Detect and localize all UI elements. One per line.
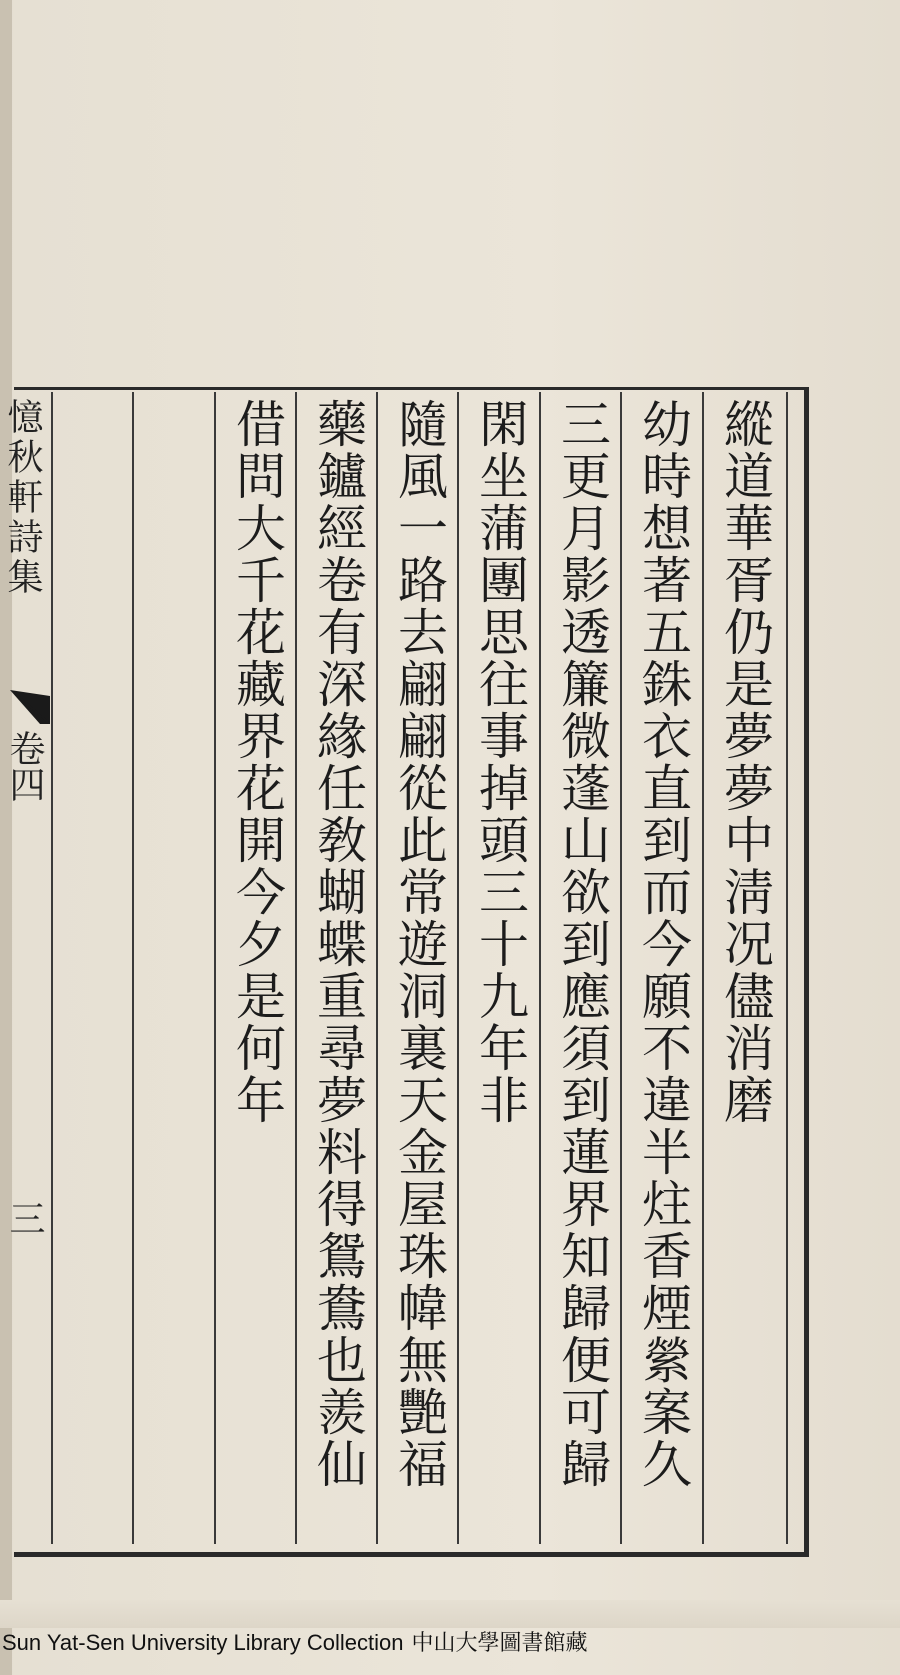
column-divider (457, 392, 459, 1544)
column-divider (620, 392, 622, 1544)
column-divider (539, 392, 541, 1544)
text-column-1: 縱道華胥仍是夢夢中淸况儘消磨 (716, 398, 774, 1126)
footer-english: Sun Yat-Sen University Library Collection (2, 1630, 404, 1655)
column-divider (702, 392, 704, 1544)
column-divider (376, 392, 378, 1544)
book-spine (0, 0, 12, 1675)
margin-book-title: 憶秋軒詩集 (2, 398, 43, 598)
margin-volume: 卷四 (4, 730, 45, 802)
text-column-3: 三更月影透簾微蓬山欲到應須到蓮界知歸便可歸 (553, 398, 611, 1490)
text-column-4: 閑坐蒲團思往事掉頭三十九年非 (471, 398, 529, 1126)
fish-tail-mark (10, 690, 50, 724)
column-divider (214, 392, 216, 1544)
text-column-7: 借問大千花藏界花開今夕是何年 (228, 398, 286, 1126)
text-column-2: 幼時想著五銖衣直到而今願不違半炷香煙縈案久 (634, 398, 692, 1490)
collection-footer (0, 1628, 900, 1675)
column-divider (132, 392, 134, 1544)
column-divider (295, 392, 297, 1544)
footer-chinese: 中山大學圖書館藏 (411, 1631, 588, 1656)
page-bottom-edge (0, 1600, 900, 1628)
text-column-5: 隨風一路去翩翩從此常遊洞裏天金屋珠幃無艷福 (390, 398, 448, 1490)
text-column-6: 藥鑪經卷有深緣任敎蝴蝶重尋夢料得鴛鴦也羨仙 (309, 398, 367, 1490)
column-divider (51, 392, 53, 1544)
frame-inner-line (786, 392, 788, 1544)
margin-page-number: 三 (4, 1200, 45, 1236)
